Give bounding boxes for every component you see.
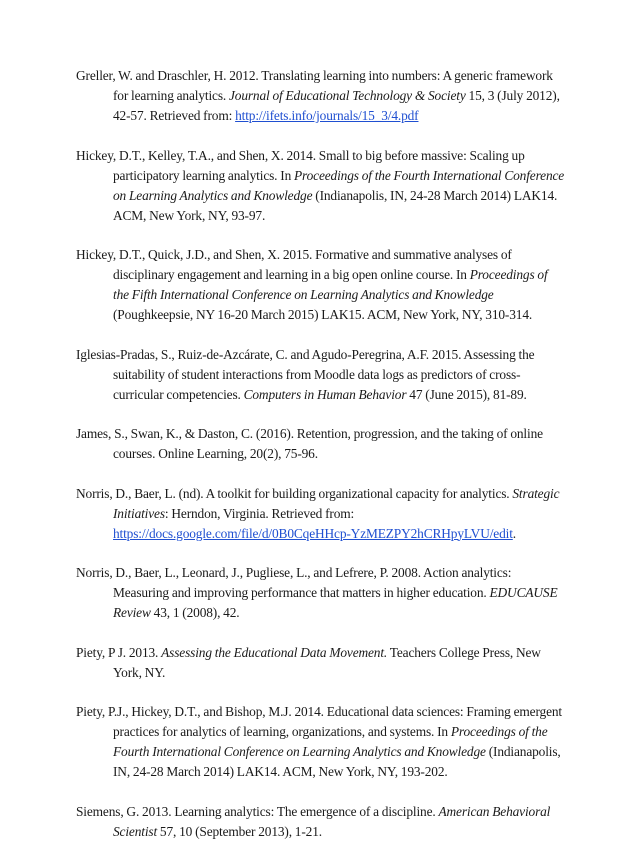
ref-journal-title: Computers in Human Behavior [243,386,407,402]
ref-book-title: Assessing the Educational Data Movement. [161,644,388,660]
ref-text: (Poughkeepsie, NY 16-20 March 2015) LAK15. ACM, New York, NY, 310-314. [113,307,533,322]
ref-text: 47 (June 2015), 81-89. [406,386,527,402]
ref-link[interactable]: http://ifets.info/journals/15_3/4.pdf [235,108,419,123]
reference-norris-2008 [76,563,566,623]
ref-text: (Indianapolis, IN, 24-28 March 2014) LAK14. ACM, New York, NY, 193-202. [113,744,561,779]
ref-text: 57, 10 (September 2013), 1-21. [157,823,322,839]
ref-text: Iglesias-Pradas, S., Ruiz-de-Azcárate, C. and Agudo-Peregrina, A.F. 2015. Assessing the suitability of student interactions from Moodle data logs as predictors of cross-curricular competencies. [76,346,535,402]
ref-text: 43, 1 (2008), 42. [150,605,240,620]
ref-text: Greller, W. and Draschler, H. 2012. Translating learning into numbers: A generic framework for learning analytics. [76,68,553,103]
reference-list [76,66,566,861]
ref-text: : Herndon, Virginia. Retrieved from: [164,505,355,521]
reference-siemens [76,802,566,842]
reference-piety-2014 [76,702,566,782]
ref-text: Hickey, D.T., Kelley, T.A., and Shen, X. 2014. Small to big before massive: Scaling up participatory learning analytics. In [76,147,525,183]
reference-james [76,424,566,464]
ref-text: 15, 3 (July 2012), 42-57. Retrieved from: [113,88,560,123]
ref-proceedings-title: Proceedings of the Fourth International Conference on Learning Analytics and Knowledge [113,167,565,203]
ref-text: Siemens, G. 2013. Learning analytics: The emergence of a discipline. [76,803,439,819]
ref-proceedings-title: Proceedings of the Fifth International Conference on Learning Analytics and Knowledge [113,267,548,302]
ref-text: (Indianapolis, IN, 24-28 March 2014) LAK14. ACM, New York, NY, 93-97. [113,187,558,223]
ref-journal-title: EDUCAUSE Review [113,585,558,620]
ref-text: Piety, P.J., Hickey, D.T., and Bishop, M.J. 2014. Educational data sciences: Framing emergent practices for analytics of learning, organizations, and systems. In [76,704,562,739]
ref-text: Norris, D., Baer, L. (nd). A toolkit for building organizational capacity for analytics. [76,485,513,501]
reference-iglesias-pradas [76,345,566,405]
ref-text: Norris, D., Baer, L., Leonard, J., Pugliese, L., and Lefrere, P. 2008. Action analytics: Measuring and improving performance that matters in higher education. [76,565,512,600]
ref-journal-title: Journal of Educational Technology & Society [228,88,466,103]
ref-text: Hickey, D.T., Quick, J.D., and Shen, X. 2015. Formative and summative analyses of disciplinary engagement and learning in a big open online course. In [76,247,512,282]
reference-hickey-2014 [76,146,566,226]
ref-text: Piety, P J. 2013. [76,644,162,660]
reference-norris-nd [76,484,566,544]
reference-hickey-2015 [76,245,566,325]
ref-journal-title: Strategic Initiatives [113,485,560,521]
ref-text: . [512,525,516,541]
ref-text: James, S., Swan, K., & Daston, C. (2016). Retention, progression, and the taking of online courses. Online Learning, 20(2), 75-96. [76,426,543,461]
reference-greller [76,66,566,126]
reference-piety-2013 [76,643,566,683]
ref-proceedings-title: Proceedings of the Fourth International Conference on Learning Analytics and Knowledge [113,724,548,759]
ref-text: Teachers College Press, New York, NY. [113,644,541,680]
ref-link[interactable]: https://docs.google.com/file/d/0B0CqeHHcp-YzMEZPY2hCRHpyLVU/edit [113,525,513,541]
ref-journal-title: American Behavioral Scientist [113,803,551,839]
